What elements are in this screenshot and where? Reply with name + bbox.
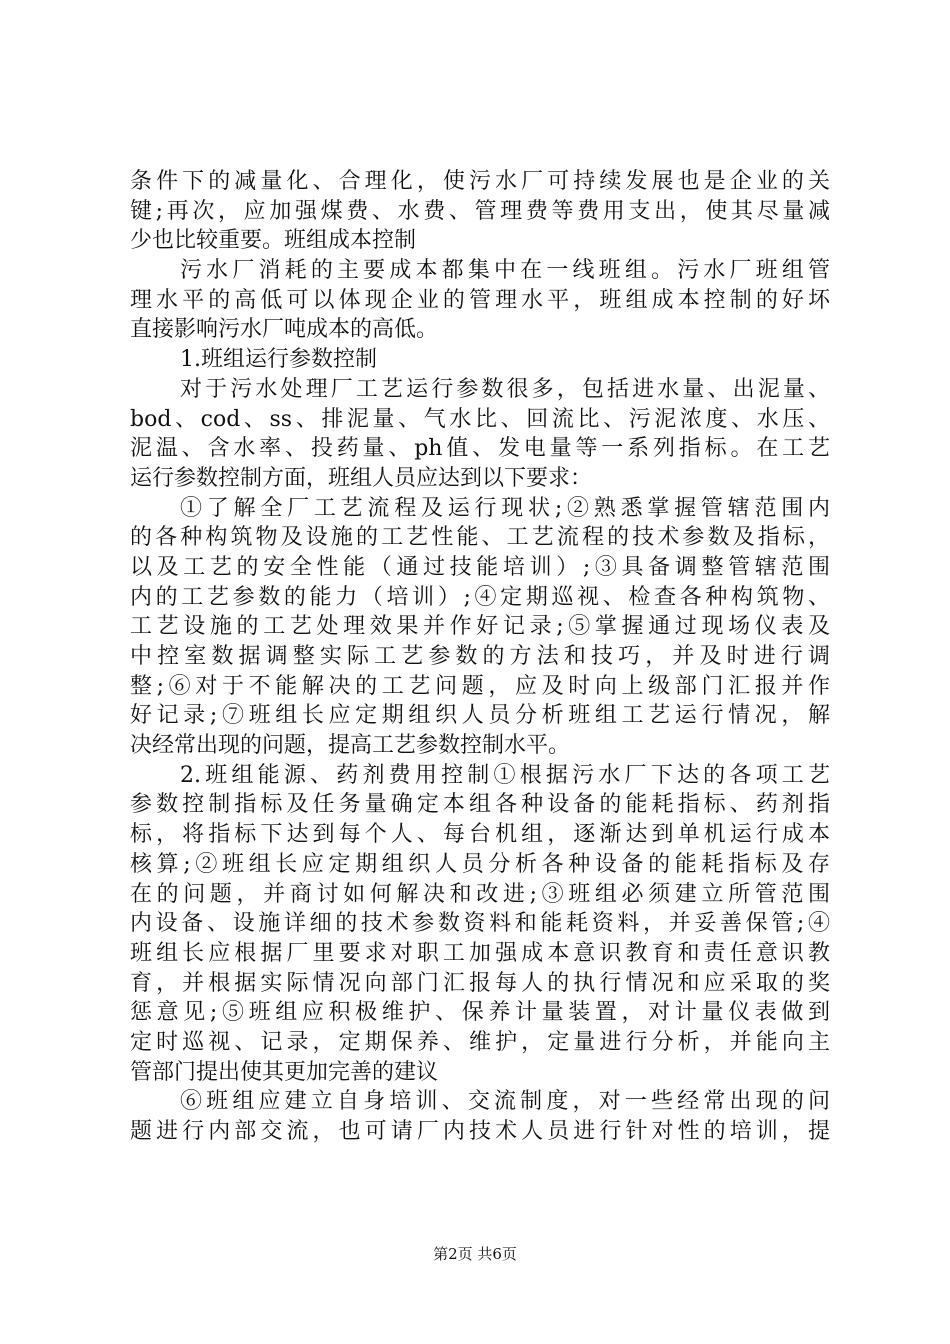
text-line: 直接影响污水厂吨成本的高低。 — [130, 317, 439, 343]
text-line: 定时巡视、记录，定期保养、维护，定量进行分析，并能向主 — [130, 1029, 830, 1055]
text-line: 内设备、设施详细的技术参数资料和能耗资料，并妥善保管;④ — [130, 911, 830, 937]
text-line: 泥温、含水率、投药量、ph值、发电量等一系列指标。在工艺 — [130, 436, 830, 462]
text-line: 惩意见;⑤班组应积极维护、保养计量装置，对计量仪表做到 — [130, 1000, 830, 1026]
text-line: ①了解全厂工艺流程及运行现状;②熟悉掌握管辖范围内 — [180, 495, 830, 521]
text-line: 育，并根据实际情况向部门汇报每人的执行情况和应采取的奖 — [130, 970, 830, 996]
text-line: 管部门提出使其更加完善的建议 — [130, 1059, 439, 1085]
text-line: 以及工艺的安全性能（通过技能培训）;③具备调整管辖范围 — [130, 554, 830, 580]
text-line: 污水厂消耗的主要成本都集中在一线班组。污水厂班组管 — [180, 258, 830, 284]
text-line: 对于污水处理厂工艺运行参数很多，包括进水量、出泥量、 — [180, 376, 830, 402]
text-line: 键;再次，应加强煤费、水费、管理费等费用支出，使其尽量减 — [130, 198, 830, 224]
text-line: 的各种构筑物及设施的工艺性能、工艺流程的技术参数及指标， — [130, 525, 830, 551]
section-heading: 2.班组能源、药剂费用控制①根据污水厂下达的各项工艺 — [180, 762, 830, 788]
text-line: 中控室数据调整实际工艺参数的方法和技巧，并及时进行调 — [130, 644, 830, 669]
text-line: 少也比较重要。班组成本控制 — [130, 228, 417, 254]
text-line: ⑥班组应建立自身培训、交流制度，对一些经常出现的问 — [180, 1089, 830, 1115]
text-line: 班组长应根据厂里要求对职工加强成本意识教育和责任意识教 — [130, 940, 830, 966]
text-line: 题进行内部交流，也可请厂内技术人员进行针对性的培训，提 — [130, 1119, 830, 1144]
section-heading: 1.班组运行参数控制 — [180, 347, 377, 373]
text-line: bod、cod、ss、排泥量、气水比、回流比、污泥浓度、水压、 — [130, 406, 830, 432]
text-line: 决经常出现的问题，提高工艺参数控制水平。 — [130, 733, 571, 759]
text-line: 标，将指标下达到每个人、每台机组，逐渐达到单机运行成本 — [130, 822, 830, 848]
text-line: 内的工艺参数的能力（培训）;④定期巡视、检查各种构筑物、 — [130, 584, 830, 610]
text-line: 理水平的高低可以体现企业的管理水平，班组成本控制的好坏 — [130, 287, 830, 313]
text-line: 核算;②班组长应定期组织人员分析各种设备的能耗指标及存 — [130, 851, 830, 877]
text-line: 整;⑥对于不能解决的工艺问题，应及时向上级部门汇报并作 — [130, 673, 830, 699]
text-line: 参数控制指标及任务量确定本组各种设备的能耗指标、药剂指 — [130, 792, 830, 818]
text-line: 运行参数控制方面，班组人员应达到以下要求： — [130, 465, 593, 491]
text-line: 工艺设施的工艺处理效果并作好记录;⑤掌握通过现场仪表及 — [130, 614, 830, 640]
text-line: 条件下的减量化、合理化，使污水厂可持续发展也是企业的关 — [130, 169, 830, 194]
document-body — [130, 167, 830, 1147]
text-line: 好记录;⑦班组长应定期组织人员分析班组工艺运行情况，解 — [130, 703, 830, 729]
text-line: 在的问题，并商讨如何解决和改进;③班组必须建立所管范围 — [130, 881, 830, 907]
page-footer: 第2页 共6页 — [433, 1245, 517, 1263]
